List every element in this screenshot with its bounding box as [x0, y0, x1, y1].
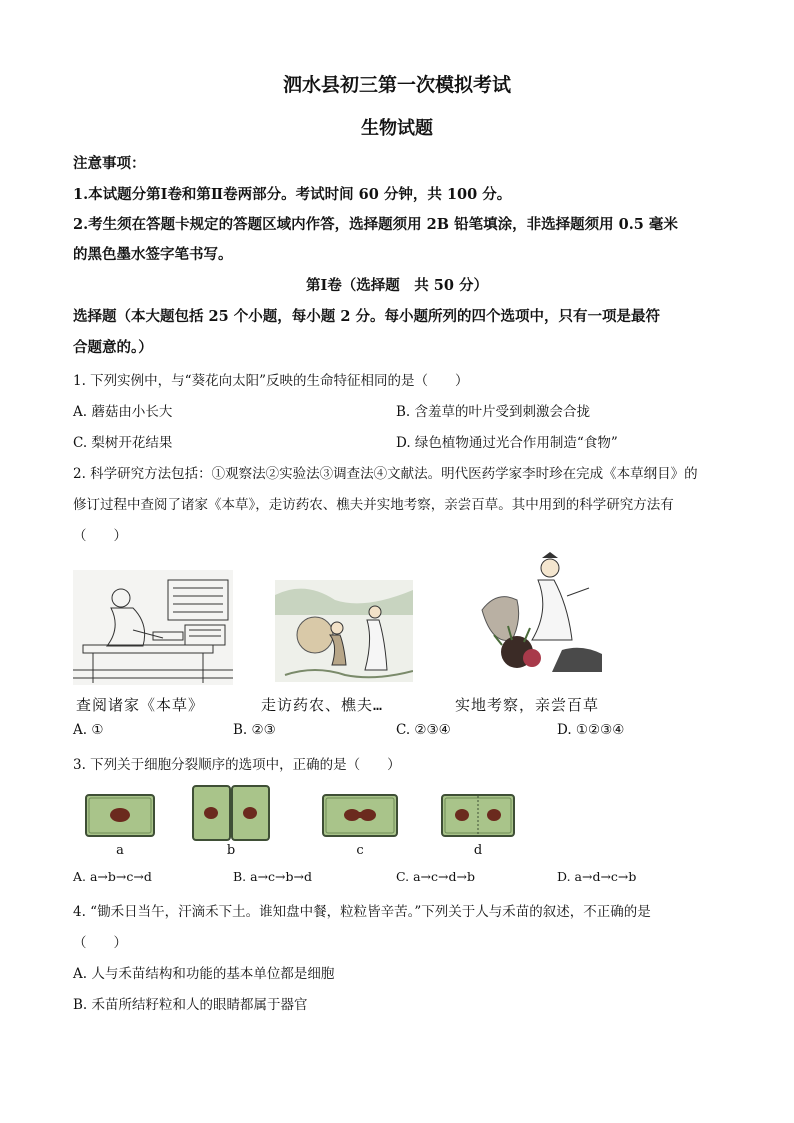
q4-option-b: B. 禾苗所结籽粒和人的眼睛都属于器官 [73, 997, 308, 1013]
notice-item-2-line-1: 2.考生须在答题卡规定的答题区域内作答，选择题须用 2B 铅笔填涂，非选择题须用 0.5 毫米 [73, 216, 678, 233]
section-heading: 第Ⅰ卷（选择题 共 50 分） [305, 277, 489, 294]
q2-option-b: B. ②③ [233, 722, 276, 738]
page-subtitle: 生物试题 [361, 118, 433, 139]
cell-label-b: b [226, 843, 236, 858]
cell-a-diagram [84, 793, 156, 838]
cell-c-diagram [321, 793, 399, 838]
caption-visiting-farmers: 走访药农、樵夫… [261, 696, 384, 714]
caption-field-study: 实地考察，亲尝百草 [455, 696, 600, 714]
tasting-herbs-illustration [472, 550, 607, 685]
cell-label-d: d [473, 843, 483, 858]
cell-b-diagram [191, 784, 271, 842]
cell-label-a: a [116, 843, 124, 858]
q4-stem-line-2: （ ） [73, 935, 127, 951]
notice-heading: 注意事项： [73, 155, 146, 172]
q1-option-d: D. 绿色植物通过光合作用制造“食物” [396, 435, 618, 451]
q2-option-c: C. ②③④ [396, 722, 451, 738]
q1-option-a: A. 蘑菇由小长大 [73, 404, 173, 420]
q3-stem: 3. 下列关于细胞分裂顺序的选项中，正确的是（ ） [73, 757, 401, 773]
q3-option-a: A. a→b→c→d [73, 869, 152, 884]
q3-option-c: C. a→c→d→b [396, 869, 475, 884]
cell-label-c: c [356, 843, 364, 858]
q4-stem-line-1: 4. “锄禾日当午，汗滴禾下土。谁知盘中餐，粒粒皆辛苦。”下列关于人与禾苗的叙述，不正确的是 [73, 904, 651, 920]
q2-stem-line-3: （ ） [73, 528, 127, 544]
q1-option-c: C. 梨树开花结果 [73, 435, 173, 451]
visiting-farmers-illustration [275, 580, 413, 682]
cell-d-diagram [440, 793, 516, 838]
q1-stem: 1. 下列实例中，与“葵花向太阳”反映的生命特征相同的是（ ） [73, 373, 469, 389]
q2-option-d: D. ①②③④ [557, 722, 625, 738]
q2-stem-line-2: 修订过程中查阅了诸家《本草》，走访药农、樵夫并实地考察，亲尝百草。其中用到的科学研究方法有 [73, 497, 674, 513]
caption-reviewing-texts: 查阅诸家《本草》 [76, 696, 205, 714]
page-title: 泗水县初三第一次模拟考试 [282, 74, 511, 96]
q3-option-b: B. a→c→b→d [233, 869, 313, 884]
section-intro-line-1: 选择题（本大题包括 25 个小题，每小题 2 分。每小题所列的四个选项中，只有一项是最符 [73, 308, 660, 325]
scholar-reading-illustration [73, 570, 233, 685]
q2-option-a: A. ① [73, 722, 104, 738]
q2-stem-line-1: 2. 科学研究方法包括：①观察法②实验法③调查法④文献法。明代医药学家李时珍在完成《本草纲目》的 [73, 466, 698, 482]
q3-option-d: D. a→d→c→b [557, 869, 637, 884]
q1-option-b: B. 含羞草的叶片受到刺激会合拢 [396, 404, 591, 420]
section-intro-line-2: 合题意的。） [73, 339, 153, 356]
notice-item-2-line-2: 的黑色墨水签字笔书写。 [73, 246, 233, 263]
notice-item-1: 1.本试题分第Ⅰ卷和第Ⅱ卷两部分。考试时间 60 分钟，共 100 分。 [73, 186, 512, 203]
q4-option-a: A. 人与禾苗结构和功能的基本单位都是细胞 [73, 966, 335, 982]
